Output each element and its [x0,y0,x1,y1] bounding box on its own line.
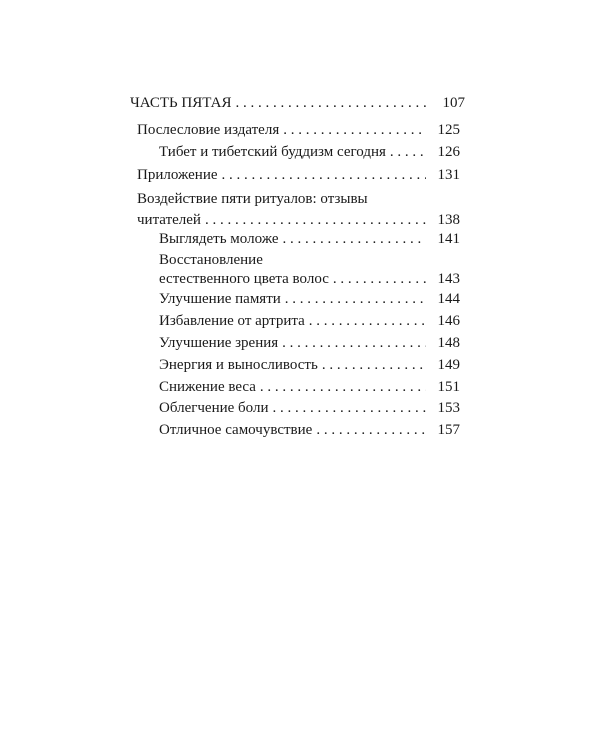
toc-entry-title: Облегчение боли [159,400,269,416]
toc-leader-dots [235,94,431,112]
toc-entry-vision [159,334,460,352]
toc-entry-pain-relief [159,399,460,417]
toc-entry-appendix [137,166,460,184]
toc-leader-dots [309,312,426,330]
toc-entry-title: Выглядеть моложе [159,231,279,247]
toc-entry-page: 148 [437,335,460,351]
toc-entry-reader-reviews [137,190,460,229]
toc-entry-page: 138 [437,212,460,228]
toc-entry-page: 146 [437,313,460,329]
toc-leader-dots [205,211,426,229]
toc-entry-publisher-afterword [137,121,460,139]
toc-entry-title: Отличное самочувствие [159,422,313,438]
toc-entry-title-line2: читателей [137,212,201,228]
toc-entry-title: Улучшение зрения [159,335,279,351]
toc-entry-title: Снижение веса [159,379,256,395]
toc-entry-title: Послесловие издателя [137,122,280,138]
toc-entry-wellbeing [159,421,460,439]
toc-entry-look-younger [159,230,460,248]
toc-entry-page: 153 [437,400,460,416]
toc-leader-dots [390,143,426,161]
toc-entry-title-line1: Воздействие пяти ритуалов: отзывы [137,191,368,207]
toc-entry-title: Тибет и тибетский буддизм сегодня [159,144,386,160]
toc-entry-title-line1: Восстановление [159,252,263,268]
toc-entry-page: 143 [437,271,460,287]
toc-leader-dots [273,399,427,417]
toc-entry-page: 144 [437,291,460,307]
toc-leader-dots [316,421,426,439]
toc-entry-page: 126 [437,144,460,160]
toc-entry-memory [159,290,460,308]
toc-entry-hair-color [159,251,460,288]
toc-entry-page: 131 [437,167,460,183]
toc-entry-page: 141 [437,231,460,247]
toc-leader-dots [322,356,426,374]
toc-entry-title: Энергия и выносливость [159,357,318,373]
toc-entry-title: ЧАСТЬ ПЯТАЯ [130,95,232,111]
toc-entry-page: 107 [442,95,465,111]
toc-entry-tibet-today [159,143,460,161]
toc-entry-title: Избавление от артрита [159,313,305,329]
toc-leader-dots [333,270,426,288]
toc-leader-dots [282,334,426,352]
toc-entry-page: 157 [437,422,460,438]
toc-entry-energy [159,356,460,374]
toc-entry-page: 149 [437,357,460,373]
toc-leader-dots [260,378,426,396]
toc-leader-dots [283,121,426,139]
toc-entry-arthritis [159,312,460,330]
toc-entry-page: 151 [437,379,460,395]
toc-leader-dots [283,230,426,248]
toc-entry-page: 125 [437,122,460,138]
toc-entry-title: Улучшение памяти [159,291,281,307]
toc-entry-title: Приложение [137,167,218,183]
toc-leader-dots [285,290,426,308]
toc-entry-title-line2: естественного цвета волос [159,271,329,287]
toc-entry-weight-loss [159,378,460,396]
toc-leader-dots [222,166,426,184]
toc-entry-part-five [130,94,465,112]
